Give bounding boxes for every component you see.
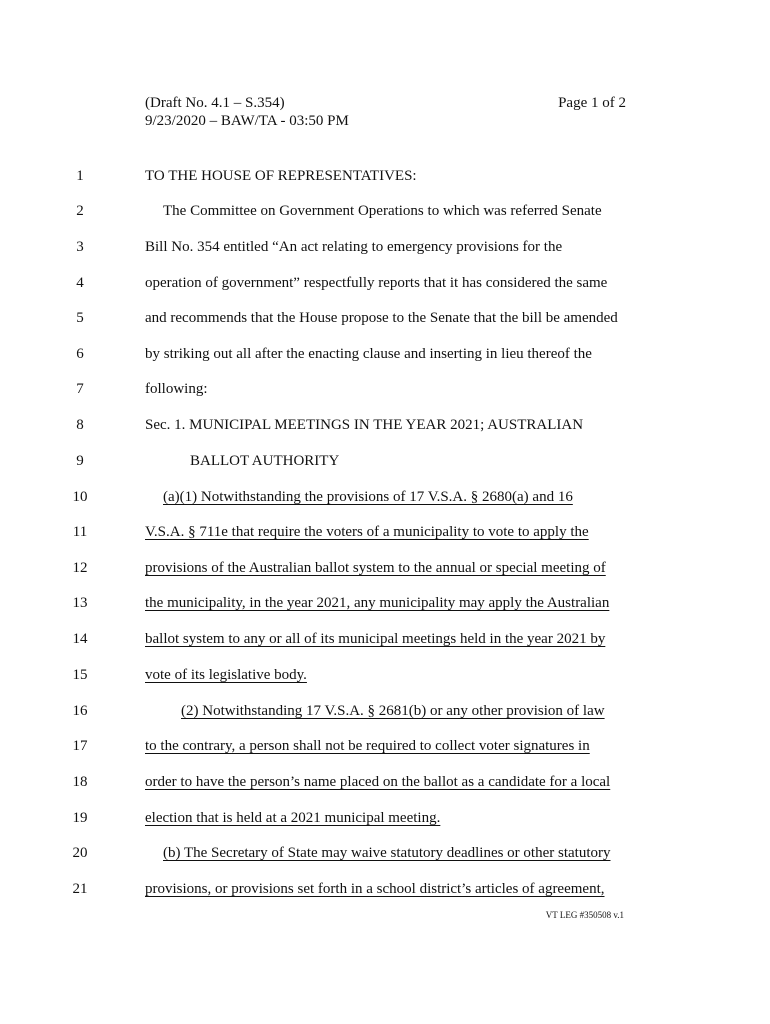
document-line — [0, 450, 770, 472]
line-number: 5 — [76, 310, 84, 326]
document-line — [0, 557, 770, 579]
inserted-text: V.S.A. § 711e that require the voters of a municipality to vote to apply the — [145, 524, 589, 540]
inserted-text: order to have the person’s name placed on the ballot as a candidate for a local — [145, 774, 611, 790]
document-line — [0, 272, 770, 294]
document-line — [0, 700, 770, 722]
document-line — [0, 486, 770, 508]
draft-header — [145, 94, 349, 130]
document-line — [0, 236, 770, 258]
inserted-text: (2) Notwithstanding 17 V.S.A. § 2681(b) or any other provision of law — [181, 703, 605, 719]
document-line — [0, 378, 770, 400]
document-line — [0, 414, 770, 436]
line-number: 15 — [72, 667, 88, 683]
line-number: 17 — [72, 738, 88, 754]
document-id-footer: VT LEG #350508 v.1 — [545, 910, 624, 920]
line-number: 18 — [72, 774, 88, 790]
document-line — [0, 165, 770, 187]
inserted-text: provisions, or provisions set forth in a school district’s articles of agreement, — [145, 881, 605, 897]
document-line — [0, 307, 770, 329]
document-line — [0, 807, 770, 829]
line-number: 10 — [72, 489, 88, 505]
document-line — [0, 521, 770, 543]
line-number: 8 — [76, 417, 84, 433]
document-line — [0, 842, 770, 864]
line-number: 4 — [76, 275, 84, 291]
line-text: operation of government” respectfully reports that it has considered the same — [145, 275, 608, 291]
section-heading: Sec. 1. MUNICIPAL MEETINGS IN THE YEAR 2021; AUSTRALIAN — [145, 417, 584, 433]
draft-timestamp: 9/23/2020 – BAW/TA - 03:50 PM — [145, 113, 349, 129]
line-number: 2 — [76, 203, 84, 219]
document-line — [0, 664, 770, 686]
line-number: 16 — [72, 703, 88, 719]
line-text: Bill No. 354 entitled “An act relating to emergency provisions for the — [145, 239, 563, 255]
document-line — [0, 200, 770, 222]
line-number: 9 — [76, 453, 84, 469]
line-number: 14 — [72, 631, 88, 647]
document-line — [0, 878, 770, 900]
line-text: by striking out all after the enacting clause and inserting in lieu thereof the — [145, 346, 592, 362]
line-number: 1 — [76, 168, 84, 184]
line-number: 6 — [76, 346, 84, 362]
line-number: 12 — [72, 560, 88, 576]
draft-number: (Draft No. 4.1 – S.354) — [145, 95, 285, 111]
document-line — [0, 343, 770, 365]
document-line — [0, 592, 770, 614]
page-number: Page 1 of 2 — [558, 95, 626, 111]
inserted-text: ballot system to any or all of its municipal meetings held in the year 2021 by — [145, 631, 606, 647]
line-text: TO THE HOUSE OF REPRESENTATIVES: — [145, 168, 417, 184]
inserted-text: the municipality, in the year 2021, any municipality may apply the Australian — [145, 595, 610, 611]
inserted-text: (a)(1) Notwithstanding the provisions of 17 V.S.A. § 2680(a) and 16 — [163, 489, 573, 505]
line-number: 7 — [76, 381, 84, 397]
inserted-text: (b) The Secretary of State may waive statutory deadlines or other statutory — [163, 845, 611, 861]
inserted-text: vote of its legislative body. — [145, 667, 307, 683]
inserted-text: provisions of the Australian ballot system to the annual or special meeting of — [145, 560, 606, 576]
line-number: 19 — [72, 810, 88, 826]
document-line — [0, 771, 770, 793]
line-text: and recommends that the House propose to the Senate that the bill be amended — [145, 310, 618, 326]
section-heading-continued: BALLOT AUTHORITY — [190, 453, 340, 469]
line-number: 20 — [72, 845, 88, 861]
line-text: The Committee on Government Operations to which was referred Senate — [163, 203, 602, 219]
document-line — [0, 628, 770, 650]
line-number: 13 — [72, 595, 88, 611]
document-line — [0, 735, 770, 757]
line-number: 21 — [72, 881, 88, 897]
line-number: 11 — [72, 524, 88, 540]
line-text: following: — [145, 381, 208, 397]
inserted-text: to the contrary, a person shall not be required to collect voter signatures in — [145, 738, 590, 754]
line-number: 3 — [76, 239, 84, 255]
inserted-text: election that is held at a 2021 municipal meeting. — [145, 810, 441, 826]
